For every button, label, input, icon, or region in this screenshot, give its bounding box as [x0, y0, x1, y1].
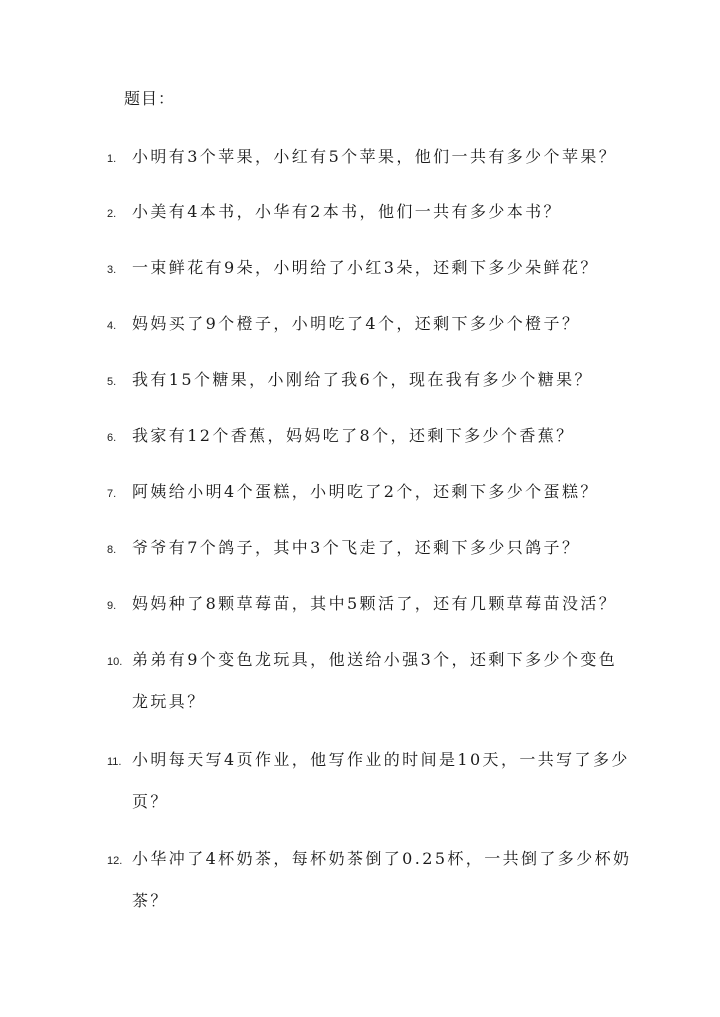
question-number: 6. — [107, 432, 117, 444]
question-number: 9. — [107, 600, 117, 612]
question-text: 小明有3个苹果，小红有5个苹果，他们一共有多少个苹果？ — [132, 147, 618, 166]
question-number: 12. — [107, 855, 123, 867]
question-number: 2. — [107, 208, 117, 220]
question-number: 11. — [107, 756, 122, 768]
question-text: 弟弟有9个变色龙玩具，他送给小强3个，还剩下多少个变色龙玩具？ — [132, 650, 618, 711]
question-text: 一束鲜花有9朵，小明给了小红3朵，还剩下多少朵鲜花？ — [132, 258, 599, 277]
question-text: 我有15个糖果，小刚给了我6个，现在我有多少个糖果？ — [132, 370, 593, 389]
question-number: 5. — [107, 376, 117, 388]
question-number: 8. — [107, 544, 117, 556]
question-text: 妈妈种了8颗草莓苗，其中5颗活了，还有几颗草莓苗没活？ — [132, 594, 618, 613]
question-number: 7. — [107, 488, 117, 500]
question-number: 1. — [107, 153, 117, 165]
heading: 题目： — [124, 89, 176, 108]
question-text: 爷爷有7个鸽子，其中3个飞走了，还剩下多少只鸽子？ — [132, 538, 581, 557]
question-text: 小华冲了4杯奶茶，每杯奶茶倒了0.25杯，一共倒了多少杯奶茶？ — [132, 849, 632, 910]
question-text: 小美有4本书，小华有2本书，他们一共有多少本书？ — [132, 202, 562, 221]
question-text: 阿姨给小明4个蛋糕，小明吃了2个，还剩下多少个蛋糕？ — [132, 482, 599, 501]
question-text: 小明每天写4页作业，他写作业的时间是10天，一共写了多少页？ — [132, 750, 630, 811]
question-number: 4. — [107, 320, 117, 332]
question-number: 3. — [107, 264, 117, 276]
question-text: 妈妈买了9个橙子，小明吃了4个，还剩下多少个橙子？ — [132, 314, 581, 333]
question-text: 我家有12个香蕉，妈妈吃了8个，还剩下多少个香蕉？ — [132, 426, 575, 445]
question-number: 10. — [107, 656, 123, 668]
